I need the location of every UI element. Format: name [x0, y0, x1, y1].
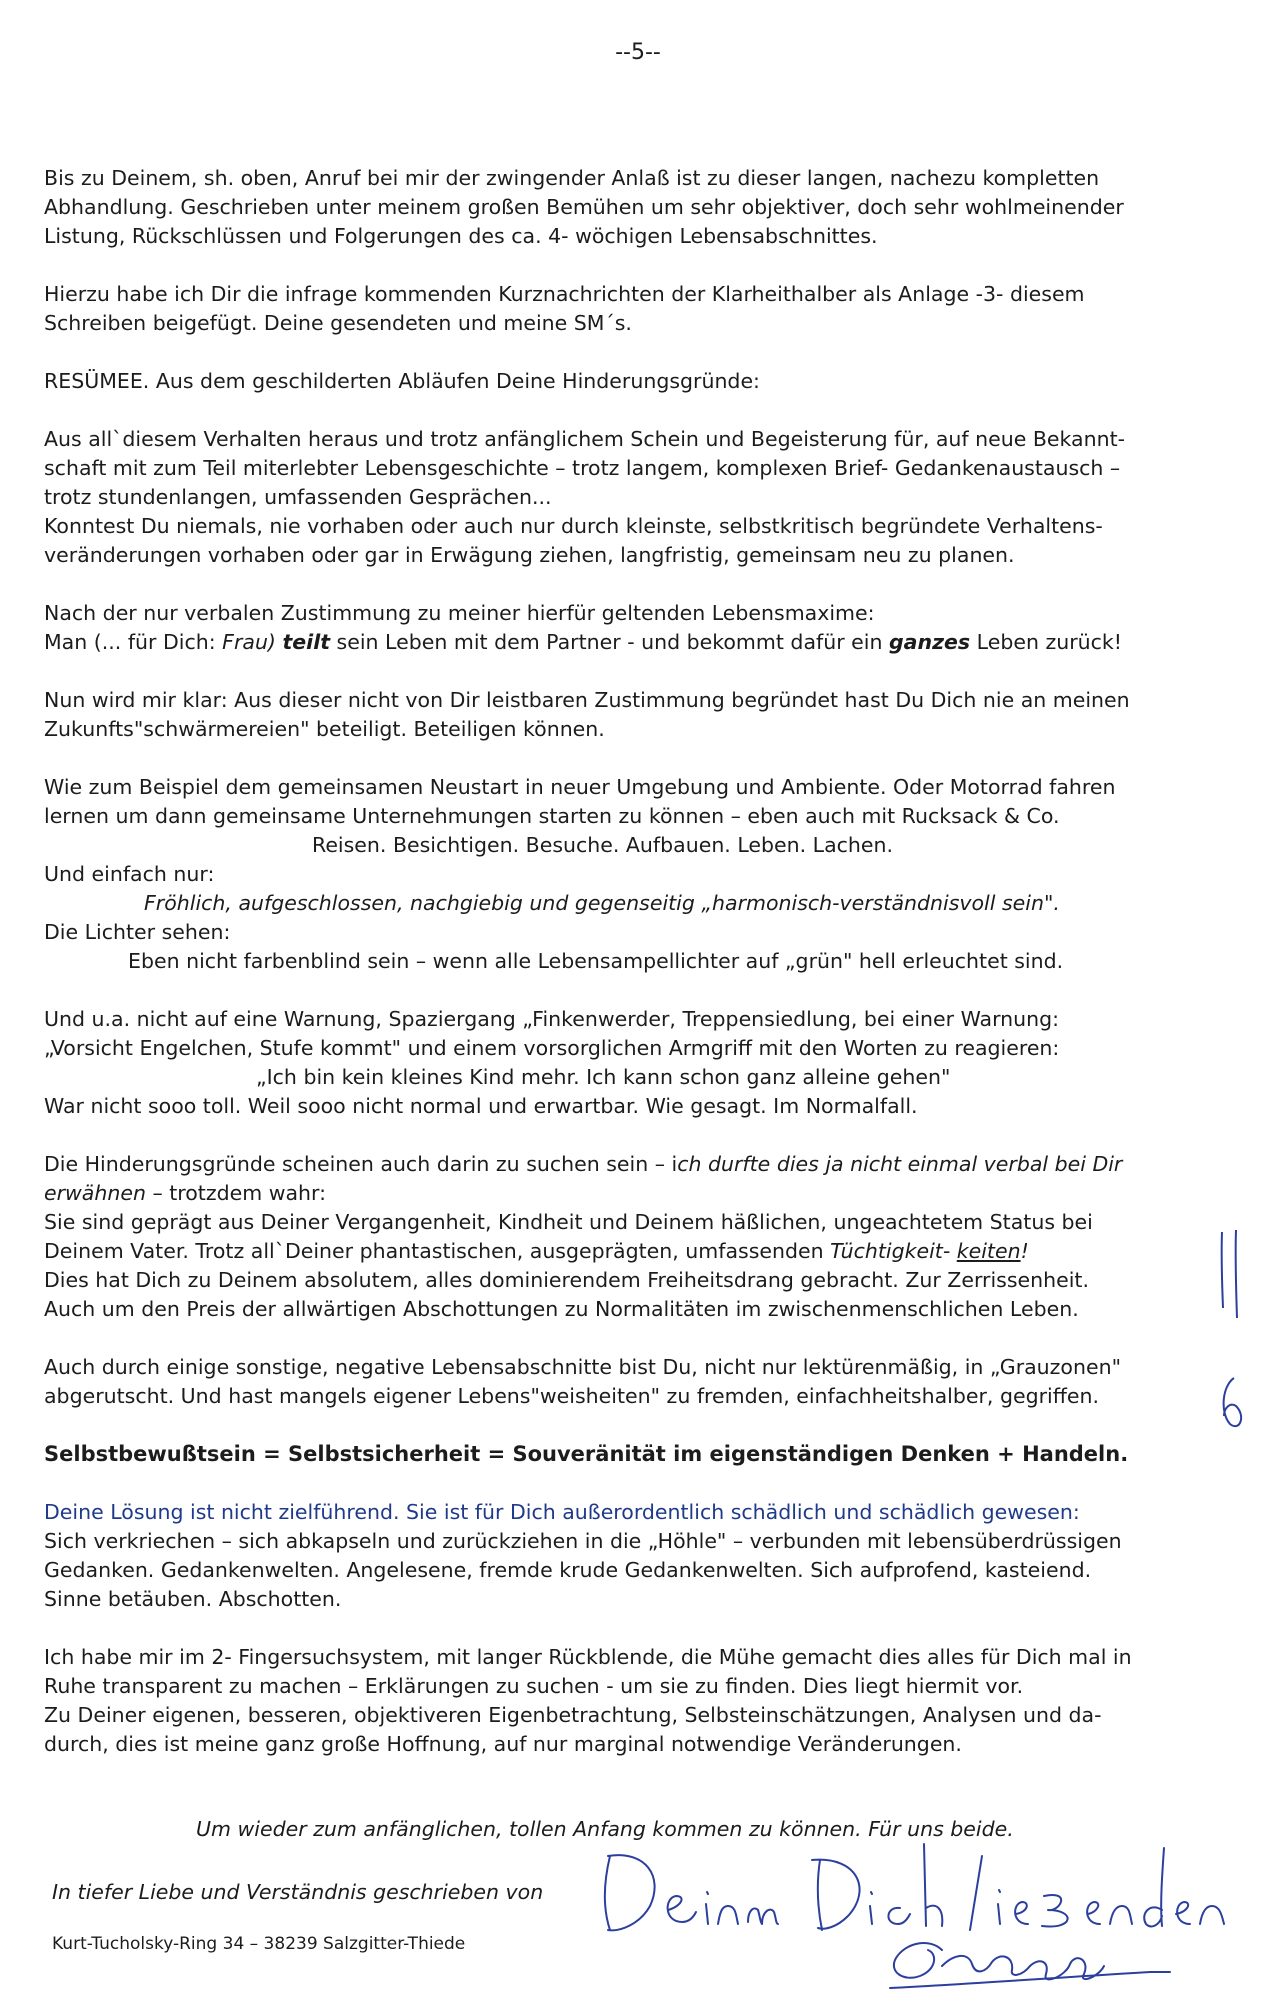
- paragraph-9: [44, 1150, 1214, 1324]
- text-line: Bis zu Deinem, sh. oben, Anruf bei mir der zwingender Anlaß ist zu dieser langen, nachezu kompletten: [44, 166, 1100, 190]
- signoff-line: In tiefer Liebe und Verständnis geschrieben von: [52, 1880, 544, 1904]
- margin-stroke: [1236, 1230, 1237, 1318]
- text-line: Und u.a. nicht auf eine Warnung, Spaziergang „Finkenwerder, Treppensiedlung, bei einer Warnung:: [44, 1007, 1060, 1031]
- text-line: Zukunfts"schwärmereien" beteiligt. Beteiligen können.: [44, 717, 605, 741]
- text-line: Zu Deiner eigenen, besseren, objektiveren Eigenbetrachtung, Selbsteinschätzungen, Analysen und da-: [44, 1703, 1102, 1727]
- margin-handwriting-mark: [1212, 1228, 1252, 1438]
- paragraph-10: [44, 1353, 1214, 1411]
- text-line: [44, 1150, 1214, 1179]
- text-line: [44, 1179, 1214, 1208]
- text-line: Abhandlung. Geschrieben unter meinem großen Bemühen um sehr objektiver, doch sehr wohlmeinender: [44, 195, 1124, 219]
- sig-stroke: [1042, 1895, 1068, 1927]
- bold-statement: [44, 1440, 1214, 1469]
- text-line: Sie sind geprägt aus Deiner Vergangenheit, Kindheit und Deinem häßlichen, ungeachtetem Status bei: [44, 1210, 1093, 1234]
- text-line: Hierzu habe ich Dir die infrage kommenden Kurznachrichten der Klarheithalber als Anlage -3- diesem: [44, 282, 1085, 306]
- text-line: RESÜMEE. Aus dem geschilderten Abläufen Deine Hinderungsgründe:: [44, 369, 760, 393]
- text-line: Gedanken. Gedankenwelten. Angelesene, fremde krude Gedankenwelten. Sich aufprofend, kasteiend.: [44, 1558, 1092, 1582]
- maxim-part: Leben zurück!: [970, 630, 1122, 654]
- maxim-teilt: teilt: [282, 630, 331, 654]
- sig-stroke: [998, 1890, 1000, 1924]
- text-line-indented: Reisen. Besichtigen. Besuche. Aufbauen. Leben. Lachen.: [312, 833, 894, 857]
- text-line: Nach der nur verbalen Zustimmung zu meiner hierfür geltenden Lebensmaxime:: [44, 601, 875, 625]
- text-line: War nicht sooo toll. Weil sooo nicht normal und erwartbar. Wie gesagt. Im Normalfall.: [44, 1094, 918, 1118]
- sig-stroke: [706, 1892, 708, 1924]
- sig-stroke: [1087, 1902, 1100, 1924]
- paragraph-2: [44, 280, 1214, 338]
- text-line-indented: Eben nicht farbenblind sein – wenn alle Lebensampellichter auf „grün" hell erleuchtet sind.: [128, 949, 1064, 973]
- paragraph-6: [44, 686, 1214, 744]
- text-line: [44, 1237, 1214, 1266]
- page-number: --5--: [615, 40, 661, 65]
- text-line: schaft mit zum Teil miterlebter Lebensgeschichte – trotz langem, komplexen Brief- Gedankenaustausch –: [44, 456, 1121, 480]
- letter-body: [44, 164, 1214, 1788]
- sig-stroke: [888, 1908, 910, 1924]
- paragraph-7: [44, 773, 1214, 976]
- bold-line: Selbstbewußtsein = Selbstsicherheit = Souveränität im eigenständigen Denken + Handeln.: [44, 1442, 1129, 1466]
- sig-stroke: [894, 1943, 942, 1978]
- text-line: Ich habe mir im 2- Fingersuchsystem, mit langer Rückblende, die Mühe gemacht dies alles für Dich mal in: [44, 1645, 1132, 1669]
- text-part: Die Hinderungsgründe scheinen auch darin zu suchen sein – i: [44, 1152, 678, 1176]
- text-line: abgerutscht. Und hast mangels eigener Lebens"weisheiten" zu fremden, einfachheitshalber, gegriffen.: [44, 1384, 1099, 1408]
- text-line: Konntest Du niemals, nie vorhaben oder auch nur durch kleinste, selbstkritisch begründete Verhaltens-: [44, 514, 1103, 538]
- paragraph-12: [44, 1643, 1214, 1759]
- text-part-italic: !: [1020, 1239, 1029, 1263]
- text-part-italic: ch durfte dies ja nicht einmal verbal bei Dir: [677, 1152, 1123, 1176]
- maxim-part: sein Leben mit dem Partner - und bekommt dafür ein: [330, 630, 889, 654]
- text-line: Auch durch einige sonstige, negative Lebensabschnitte bist Du, nicht nur lektürenmäßig, in „Grauzonen": [44, 1355, 1122, 1379]
- sig-stroke: [1110, 1906, 1132, 1924]
- text-line: Und einfach nur:: [44, 862, 215, 886]
- sig-stroke: [870, 1892, 872, 1924]
- text-line: Ruhe transparent zu machen – Erklärungen zu suchen - um sie zu finden. Dies liegt hiermit vor.: [44, 1674, 1024, 1698]
- blue-line: Deine Lösung ist nicht zielführend. Sie ist für Dich außerordentlich schädlich und schädlich gewesen:: [44, 1500, 1080, 1524]
- text-part-italic: Tüchtigkeit-: [830, 1239, 957, 1263]
- handwritten-signature: [590, 1826, 1230, 1996]
- sig-stroke: [748, 1909, 778, 1925]
- sig-stroke: [1176, 1902, 1190, 1924]
- text-part: Deinem Vater. Trotz all`Deiner phantastischen, ausgeprägten, umfassenden: [44, 1239, 831, 1263]
- text-line: Auch um den Preis der allwärtigen Abschottungen zu Normalitäten im zwischenmenschlichen Leben.: [44, 1297, 1079, 1321]
- sig-stroke: [668, 1896, 696, 1922]
- paragraph-4: [44, 425, 1214, 570]
- margin-digit-6: [1224, 1378, 1242, 1426]
- maxim-line: [44, 628, 1214, 657]
- text-line: trotz stundenlangen, umfassenden Gesprächen...: [44, 485, 552, 509]
- maxim-frau: Frau): [222, 630, 276, 654]
- sig-stroke: [1144, 1848, 1164, 1926]
- text-part-underlined: keiten: [956, 1239, 1021, 1263]
- sig-stroke: [1015, 1902, 1028, 1924]
- text-line: Wie zum Beispiel dem gemeinsamen Neustart in neuer Umgebung und Ambiente. Oder Motorrad fahren: [44, 775, 1116, 799]
- sig-stroke: [812, 1860, 860, 1930]
- text-line: Dies hat Dich zu Deinem absolutem, alles dominierendem Freiheitsdrang gebracht. Zur Zerrissenheit.: [44, 1268, 1089, 1292]
- text-line: „Vorsicht Engelchen, Stufe kommt" und einem vorsorglichen Armgriff mit den Worten zu reagieren:: [44, 1036, 1060, 1060]
- paragraph-1: [44, 164, 1214, 251]
- sig-stroke: [718, 1906, 738, 1924]
- paragraph-11: [44, 1498, 1214, 1614]
- text-line-italic: Fröhlich, aufgeschlossen, nachgiebig und gegenseitig „harmonisch-verständnisvoll sein".: [144, 891, 1060, 915]
- sig-stroke: [605, 1855, 655, 1930]
- sig-stroke: [1200, 1906, 1224, 1924]
- text-line: veränderungen vorhaben oder gar in Erwägung ziehen, langfristig, gemeinsam neu zu planen.: [44, 543, 1015, 567]
- text-line: lernen um dann gemeinsame Unternehmungen starten zu können – eben auch mit Rucksack & Co.: [44, 804, 1060, 828]
- text-line: Sinne betäuben. Abschotten.: [44, 1587, 342, 1611]
- text-part: – trotzdem wahr:: [145, 1181, 327, 1205]
- sig-stroke: [970, 1856, 982, 1930]
- sig-underline: [890, 1972, 1170, 1988]
- quote-line: „Ich bin kein kleines Kind mehr. Ich kann schon ganz alleine gehen": [256, 1065, 951, 1089]
- text-line: Die Lichter sehen:: [44, 920, 231, 944]
- margin-stroke: [1222, 1232, 1223, 1308]
- text-part-italic: erwähnen: [44, 1181, 146, 1205]
- text-line: Sich verkriechen – sich abkapseln und zurückziehen in die „Höhle" – verbunden mit lebensüberdrüssigen: [44, 1529, 1122, 1553]
- paragraph-resumee: [44, 367, 1214, 396]
- sig-stroke: [924, 1844, 942, 1926]
- sender-address: Kurt-Tucholsky-Ring 34 – 38239 Salzgitter-Thiede: [52, 1934, 466, 1954]
- paragraph-5: [44, 599, 1214, 657]
- text-line: Listung, Rückschlüssen und Folgerungen des ca. 4- wöchigen Lebensabschnittes.: [44, 224, 878, 248]
- maxim-ganzes: ganzes: [888, 630, 971, 654]
- paragraph-8: [44, 1005, 1214, 1121]
- text-line: Aus all`diesem Verhalten heraus und trotz anfänglichem Schein und Begeisterung für, auf neue Bekannt-: [44, 427, 1126, 451]
- maxim-part: Man (... für Dich:: [44, 630, 223, 654]
- text-line: durch, dies ist meine ganz große Hoffnung, auf nur marginal notwendige Veränderungen.: [44, 1732, 962, 1756]
- closing-line: Um wieder zum anfänglichen, tollen Anfang kommen zu können. Für uns beide.: [196, 1817, 1014, 1841]
- text-line: Nun wird mir klar: Aus dieser nicht von Dir leistbaren Zustimmung begründet hast Du Dich nie an meinen: [44, 688, 1130, 712]
- text-line: Schreiben beigefügt. Deine gesendeten und meine SM´s.: [44, 311, 632, 335]
